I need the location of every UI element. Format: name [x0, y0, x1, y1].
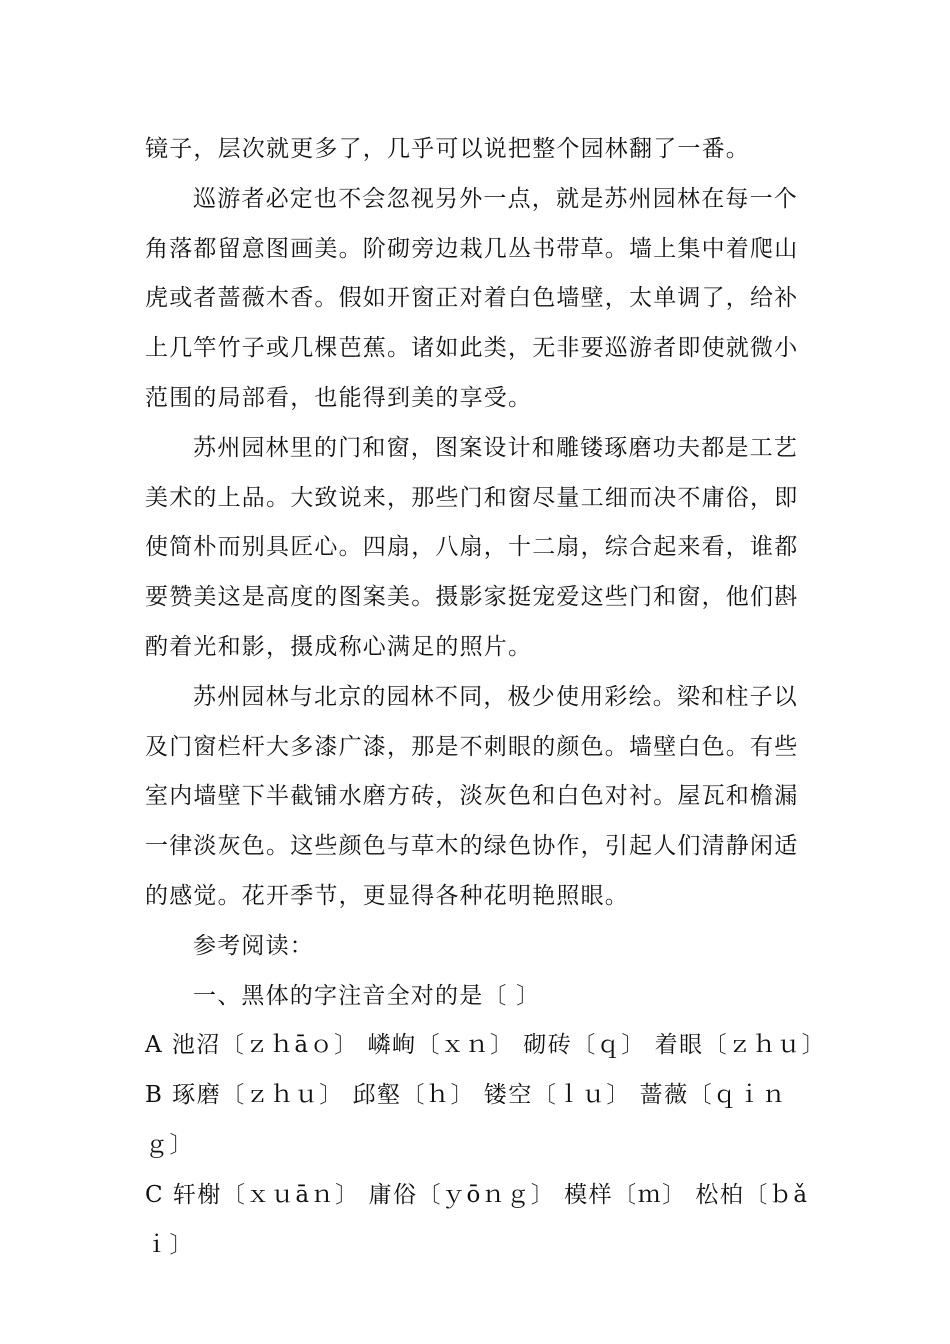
option-label: A [145, 1032, 164, 1059]
option-a [145, 1021, 827, 1071]
paragraph-3: 苏州园林里的门和窗，图案设计和雕镂琢磨功夫都是工艺美术的上品。大致说来，那些门和窗尽量工细而决不庸俗，即使简朴而别具匠心。四扇，八扇，十二扇，综合起来看，谁都要赞美这是高度的图案美。摄影家挺宠爱这些门和窗，他们斟酌着光和影，摄成称心满足的照片。 [145, 434, 799, 660]
option-c [145, 1171, 815, 1271]
question-1: 一、黑体的字注音全对的是〔 〕 [193, 982, 541, 1009]
reference-heading: 参考阅读： [193, 932, 314, 959]
option-text: 池沼〔ｚｈāｏ〕 嶙峋〔ｘｎ〕 砌砖〔ｑ〕 着眼〔ｚｈｕ〕 [163, 1032, 827, 1059]
option-text: 轩榭〔ｘｕāｎ〕 庸俗〔ｙōｎｇ〕 模样〔ｍ〕 松柏〔ｂǎｉ〕 [145, 1181, 809, 1258]
paragraph-2: 巡游者必定也不会忽视另外一点，就是苏州园林在每一个角落都留意图画美。阶砌旁边栽几丛书带草。墙上集中着爬山虎或者蔷薇木香。假如开窗正对着白色墙壁，太单调了，给补上几竿竹子或几棵芭蕉。诸如此类，无非要巡游者即使就微小范围的局部看，也能得到美的享受。 [145, 185, 799, 411]
option-label: B [145, 1082, 164, 1109]
paragraph-1: 镜子，层次就更多了，几乎可以说把整个园林翻了一番。 [145, 136, 750, 162]
option-label: C [145, 1181, 165, 1208]
document-body [145, 125, 827, 1270]
option-text: 琢磨〔ｚｈｕ〕 邱壑〔ｈ〕 镂空〔ｌｕ〕 蔷薇〔ｑｉｎｇ〕 [145, 1082, 787, 1158]
paragraph-4: 苏州园林与北京的园林不同，极少使用彩绘。梁和柱子以及门窗栏杆大多漆广漆，那是不刺眼的颜色。墙壁白色。有些室内墙壁下半截铺水磨方砖，淡灰色和白色对衬。屋瓦和檐漏一律淡灰色。这些颜色与草木的绿色协作，引起人们清静闲适的感觉。花开季节，更显得各种花明艳照眼。 [145, 683, 799, 909]
option-b [145, 1071, 815, 1171]
